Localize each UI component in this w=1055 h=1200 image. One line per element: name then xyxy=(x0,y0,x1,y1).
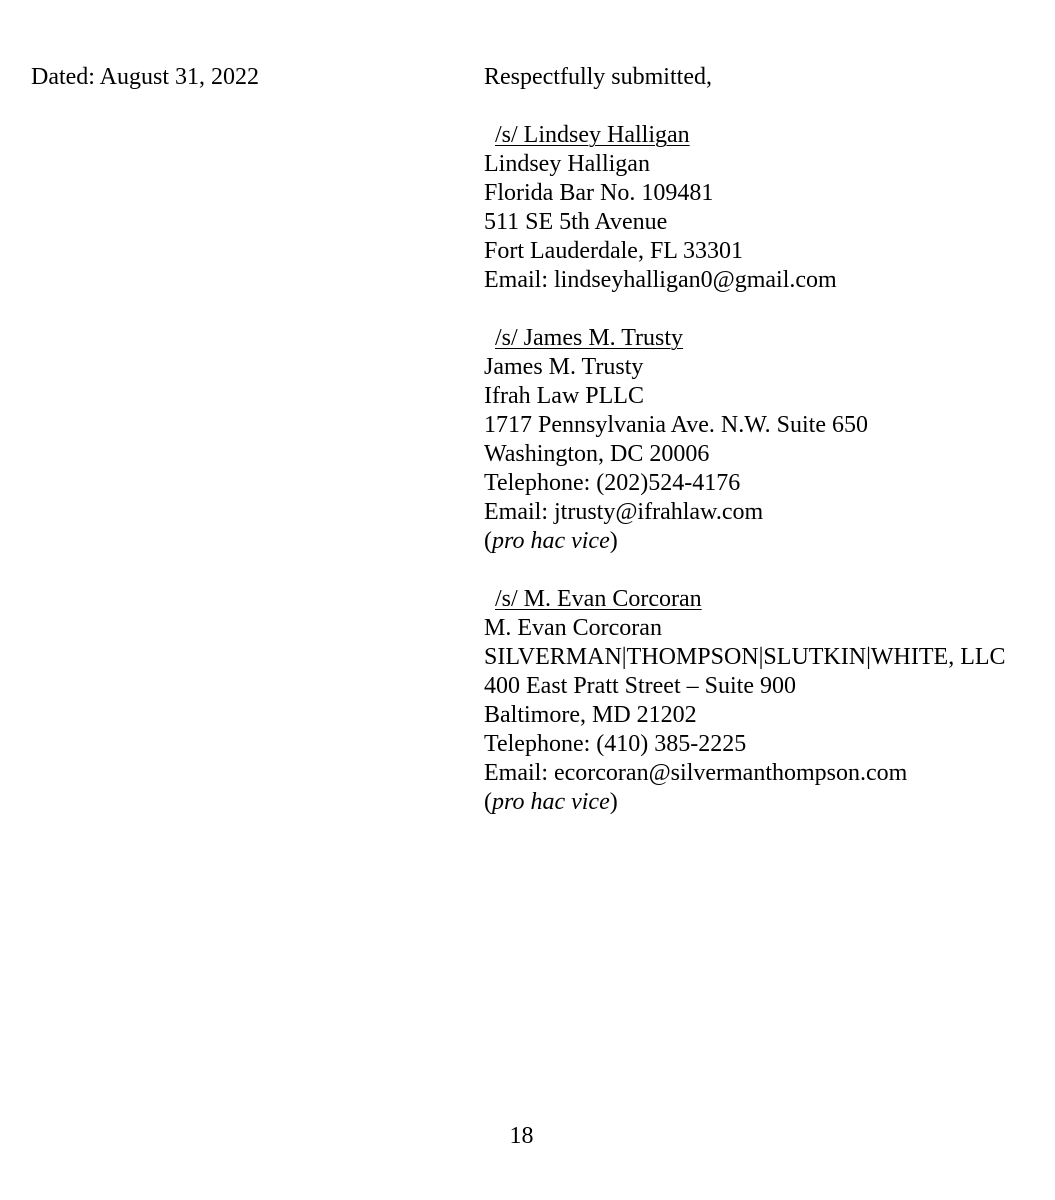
firm-name: SILVERMAN|THOMPSON|SLUTKIN|WHITE, LLC xyxy=(484,644,1006,670)
signature-line xyxy=(484,324,1044,353)
signature-block-halligan xyxy=(484,121,1044,295)
signature-text: /s/ James M. Trusty xyxy=(495,325,684,351)
attorney-name: Lindsey Halligan xyxy=(484,151,650,177)
city-state-zip: Fort Lauderdale, FL 33301 xyxy=(484,238,744,264)
email-line: Email: lindseyhalligan0@gmail.com xyxy=(484,267,837,293)
email-line: Email: jtrusty@ifrahlaw.com xyxy=(484,499,764,525)
signature-line xyxy=(484,585,1044,614)
signature-block-corcoran xyxy=(484,585,1044,817)
email-line: Email: ecorcoran@silvermanthompson.com xyxy=(484,760,908,786)
signature-text: /s/ Lindsey Halligan xyxy=(495,122,690,148)
telephone-line: Telephone: (410) 385-2225 xyxy=(484,731,747,757)
page-number: 18 xyxy=(509,1123,534,1149)
pro-hac-vice-note: (pro hac vice) xyxy=(484,789,618,815)
street-address: 400 East Pratt Street – Suite 900 xyxy=(484,673,796,699)
city-state-zip: Baltimore, MD 21202 xyxy=(484,702,697,728)
street-address: 511 SE 5th Avenue xyxy=(484,209,668,235)
firm-name: Ifrah Law PLLC xyxy=(484,383,644,409)
signature-column xyxy=(484,63,1044,846)
telephone-line: Telephone: (202)524-4176 xyxy=(484,470,741,496)
street-address: 1717 Pennsylvania Ave. N.W. Suite 650 xyxy=(484,412,868,438)
date-line: Dated: August 31, 2022 xyxy=(31,64,259,90)
pro-hac-vice-note: (pro hac vice) xyxy=(484,528,618,554)
bar-number: Florida Bar No. 109481 xyxy=(484,180,714,206)
signature-block-trusty xyxy=(484,324,1044,556)
pro-hac-vice-text: pro hac vice xyxy=(492,789,610,815)
closing-line: Respectfully submitted, xyxy=(484,64,712,90)
signature-text: /s/ M. Evan Corcoran xyxy=(495,586,702,612)
pro-hac-vice-text: pro hac vice xyxy=(492,528,610,554)
attorney-name: James M. Trusty xyxy=(484,354,644,380)
signature-line xyxy=(484,121,1044,150)
attorney-name: M. Evan Corcoran xyxy=(484,615,662,641)
city-state-zip: Washington, DC 20006 xyxy=(484,441,710,467)
